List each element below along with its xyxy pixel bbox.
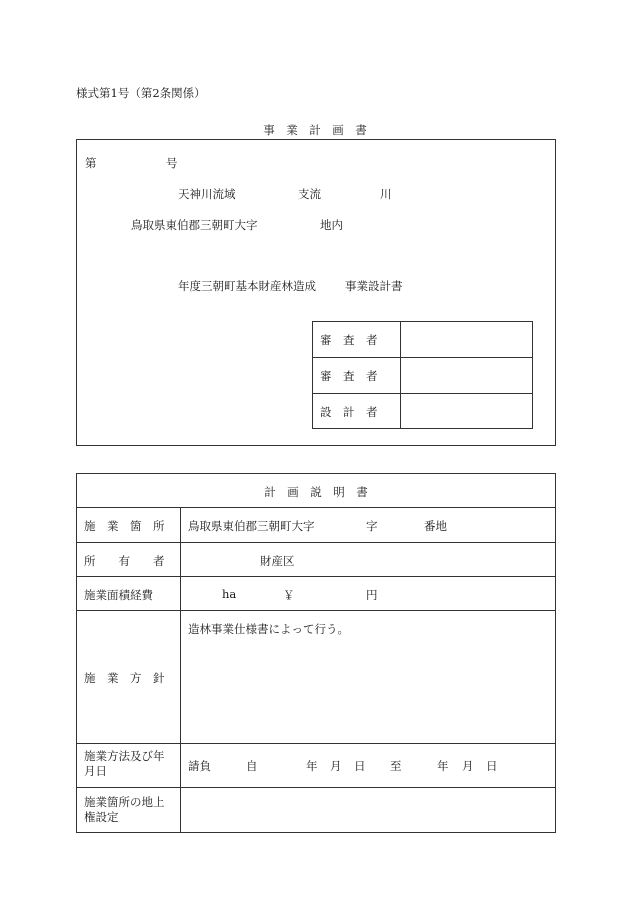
cost-area-unit: ha xyxy=(222,587,237,601)
end-year: 年 xyxy=(437,759,449,773)
row-line xyxy=(76,507,556,508)
cost-label: 施業面積経費 xyxy=(84,588,153,602)
form-title: 事 業 計 画 書 xyxy=(263,123,367,137)
approval-role: 審 査 者 xyxy=(320,333,378,347)
row-line xyxy=(76,743,556,744)
policy-label: 施 業 方 針 xyxy=(84,671,165,685)
approval-row-line xyxy=(312,357,533,358)
start-month: 月 xyxy=(330,759,342,773)
approval-divider xyxy=(400,321,401,429)
cost-yen-unit: 円 xyxy=(366,588,378,602)
river: 川 xyxy=(380,187,392,201)
form-label: 様式第1号（第2条関係） xyxy=(76,86,206,100)
tributary: 支流 xyxy=(298,187,321,201)
start-year: 年 xyxy=(306,759,318,773)
number-prefix: 第 xyxy=(85,156,97,170)
approval-row-line xyxy=(312,393,533,394)
project-doc: 事業設計書 xyxy=(345,279,403,293)
location-suffix: 地内 xyxy=(320,218,343,232)
row-line xyxy=(76,610,556,611)
river-basin: 天神川流域 xyxy=(178,187,236,201)
site-banchi: 番地 xyxy=(424,519,447,533)
project-name: 年度三朝町基本財産林造成 xyxy=(178,279,316,293)
owner-label: 所 有 者 xyxy=(84,554,165,568)
end-month: 月 xyxy=(462,759,474,773)
policy-value: 造林事業仕様書によって行う。 xyxy=(188,622,349,636)
method-label-line: 施業方法及び年 xyxy=(84,749,165,763)
surface-label-line: 権設定 xyxy=(84,810,119,824)
site-aza: 字 xyxy=(366,519,378,533)
surface-label xyxy=(84,795,165,825)
method-label-line: 月日 xyxy=(84,764,107,778)
start-day: 日 xyxy=(354,759,366,773)
method-to: 至 xyxy=(390,759,402,773)
location: 鳥取県東伯郡三朝町大字 xyxy=(131,218,258,232)
number-suffix: 号 xyxy=(166,156,178,170)
row-line xyxy=(76,576,556,577)
method-type: 請負 xyxy=(188,759,211,773)
method-label xyxy=(84,749,165,779)
cost-yen-symbol: ￥ xyxy=(283,588,295,602)
end-day: 日 xyxy=(486,759,498,773)
approval-role: 設 計 者 xyxy=(320,405,378,419)
row-line xyxy=(76,542,556,543)
site-value: 鳥取県東伯郡三朝町大字 xyxy=(188,519,315,533)
owner-value: 財産区 xyxy=(260,554,295,568)
label-column-divider xyxy=(180,507,181,833)
approval-role: 審 査 者 xyxy=(320,369,378,383)
method-from: 自 xyxy=(246,759,258,773)
plan-title: 計 画 説 明 書 xyxy=(264,485,368,499)
surface-label-line: 施業箇所の地上 xyxy=(84,795,165,809)
site-label: 施 業 箇 所 xyxy=(84,519,165,533)
row-line xyxy=(76,787,556,788)
